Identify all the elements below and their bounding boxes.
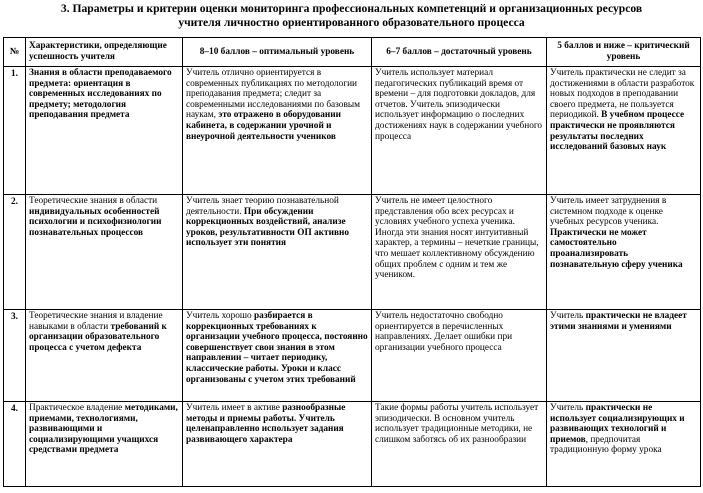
cell-text: Практическое владение (29, 403, 125, 413)
header-row (4, 38, 701, 67)
cell-text: Учитель (550, 311, 586, 321)
cell-text: Знания в области преподаваемого предмета: ориентация в современных исследованиях по предмету; методология преподавания предмета (29, 68, 172, 121)
table-row (4, 402, 701, 487)
cell-text: Учитель не имеет целостного представления обо всех ресурсах и условиях учебного успеха ученика. Иногда эти знания носят интуитивный характер, а термины – нечеткие границы, что мешает коллективному обсуждению общих проблем с одним и тем же учеником. (375, 196, 539, 281)
cell-text: Учитель хорошо (186, 311, 254, 321)
row-number: 2. (4, 195, 26, 310)
cell-critical-level (547, 195, 701, 310)
cell-text: При обсуждении коррекционных воздействий, анализе уроков, результативности ОП активно использует эти понятия (186, 206, 349, 249)
row-number: 4. (4, 402, 26, 487)
cell-sufficient-level (372, 402, 547, 487)
cell-text: требований к организации образовательного процесса с учетом дефекта (29, 321, 167, 353)
header-num: № (4, 38, 26, 67)
cell-critical-level (547, 402, 701, 487)
header-sufficient-level: 6–7 баллов – достаточный уровень (372, 38, 547, 67)
cell-text: Такие формы работы учитель использует эпизодически. В основном учитель использует традиционные методики, не слишком заботясь об их разнообразии (375, 403, 539, 445)
header-critical-level: 5 баллов и ниже – критический уровень (547, 38, 701, 67)
cell-text: Теоретические знания и владение навыками в области (29, 311, 163, 332)
cell-characteristic (26, 402, 183, 487)
cell-text: Учитель (550, 403, 586, 413)
cell-text: Учитель имеет затруднения в системном подходе к оценке учебных ресурсов ученика. (550, 196, 667, 228)
document-title (4, 2, 699, 30)
cell-optimal-level (183, 310, 372, 402)
title-line-2: учителя личностно ориентированного образовательного процесса (178, 16, 525, 29)
cell-text: Учитель знает теорию познавательной деятельности. (186, 196, 339, 217)
cell-text: методиками, приемами, технологиями, развивающими и социализирующими учащихся средствами предмета (29, 403, 178, 456)
table-row (4, 67, 701, 195)
cell-text: разбирается в коррекционных требованиях к организации учебного процесса, постоянно совершенствует свои знания в этом направлении – читает периодику, классические работы. Уроки и класс организованы с учетом этих требований (186, 311, 368, 385)
cell-optimal-level (183, 402, 372, 487)
cell-text: Учитель отлично ориентируется в современных публикациях по методологии преподавания предмета; следит за современными исследованиями по базовым наукам, (186, 68, 360, 121)
cell-characteristic (26, 195, 183, 310)
header-characteristics: Характеристики, определяющие успешность учителя (26, 38, 183, 67)
cell-text: практически не владеет этими знаниями и умениями (550, 311, 687, 332)
cell-text: Теоретические знания в области (29, 196, 158, 206)
table-row (4, 310, 701, 402)
cell-critical-level (547, 310, 701, 402)
cell-text: Практически не может самостоятельно проанализировать познавательную сферу ученика (550, 227, 683, 270)
cell-sufficient-level (372, 310, 547, 402)
header-optimal-level: 8–10 баллов – оптимальный уровень (183, 38, 372, 67)
cell-text: Учитель недостаточно свободно ориентируется в перечисленных направлениях. Делает ошибки при организации учебного процесса (375, 311, 513, 353)
row-number: 3. (4, 310, 26, 402)
cell-sufficient-level (372, 67, 547, 195)
cell-characteristic (26, 67, 183, 195)
title-line-1: 3. Параметры и критерии оценки мониторинга профессиональных компетенций и организационных ресурсов (60, 2, 643, 15)
cell-text: Учитель имеет в активе (186, 403, 283, 413)
cell-text: Учитель практически не следит за достижениями в области разработок новых подходов в преподавании своего предмета, не пользуется периодикой. (550, 68, 695, 121)
cell-text: Учитель использует материал педагогических публикаций время от времени – для подготовки докладов, для отчетов. Учитель эпизодически использует информацию о последних достижениях наук в содержании учебного процесса (375, 68, 543, 142)
table-row (4, 195, 701, 310)
cell-text: В учебном процессе практически не проявляются результаты последних исследований базовых наук (550, 110, 685, 153)
criteria-table (3, 37, 701, 487)
cell-optimal-level (183, 195, 372, 310)
cell-critical-level (547, 67, 701, 195)
cell-sufficient-level (372, 195, 547, 310)
cell-text: индивидуальных особенностей психологии и психофизиологии познавательных процессов (29, 206, 162, 238)
cell-text: , предпочитая традиционную форму урока (550, 434, 662, 456)
cell-text: разнообразные методы и приемы работы. Учитель целенаправленно использует задания развивающего характера (186, 403, 346, 445)
cell-characteristic (26, 310, 183, 402)
cell-text: практически не использует социализирующих и развивающих технологий и приемов (550, 403, 685, 445)
cell-text: это отражено в оборудовании кабинета, в содержании урочной и внеурочной деятельности учеников (186, 110, 341, 142)
cell-optimal-level (183, 67, 372, 195)
row-number: 1. (4, 67, 26, 195)
